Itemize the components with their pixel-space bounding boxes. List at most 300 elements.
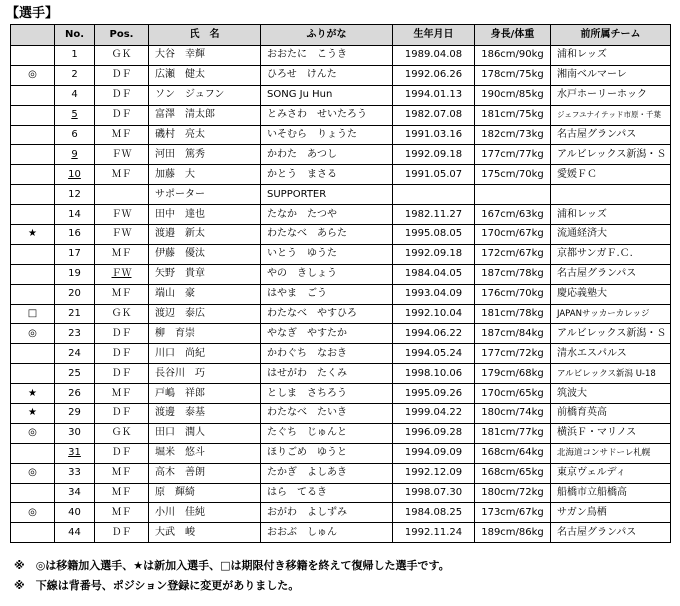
cell-furigana-text: たぐち じゅんと xyxy=(267,427,347,439)
cell-no-text: 24 xyxy=(68,347,81,359)
cell-mark xyxy=(11,423,55,443)
cell-no-text: 10 xyxy=(68,168,81,180)
cell-name xyxy=(149,46,261,66)
cell-size-text: 190cm/85kg xyxy=(481,89,544,101)
cell-furigana xyxy=(261,483,393,503)
cell-pos xyxy=(95,264,149,284)
cell-prev-team-text: アルビレックス新潟・Ｓ xyxy=(557,148,667,160)
cell-size xyxy=(475,384,551,404)
cell-no xyxy=(55,344,95,364)
cell-mark xyxy=(11,125,55,145)
cell-name xyxy=(149,503,261,523)
cell-size-text: 187cm/84kg xyxy=(481,327,544,339)
cell-mark xyxy=(11,244,55,264)
cell-mark xyxy=(11,85,55,105)
cell-furigana-text: とみさわ せいたろう xyxy=(267,109,367,121)
cell-size-text: 187cm/78kg xyxy=(481,268,544,280)
cell-mark xyxy=(11,205,55,225)
cell-prev-team-text: 愛媛ＦＣ xyxy=(557,168,597,180)
cell-no xyxy=(55,304,95,324)
cell-no-text: 9 xyxy=(71,148,78,160)
cell-prev-team xyxy=(551,65,671,85)
cell-pos xyxy=(95,304,149,324)
cell-furigana xyxy=(261,503,393,523)
cell-name xyxy=(149,404,261,424)
cell-birth-text: 1992.09.18 xyxy=(404,248,463,260)
cell-birth xyxy=(393,46,475,66)
cell-size xyxy=(475,105,551,125)
cell-furigana-text: たなか たつや xyxy=(267,208,337,220)
cell-pos xyxy=(95,125,149,145)
cell-pos-text: ＭＦ xyxy=(111,248,132,260)
cell-prev-team xyxy=(551,165,671,185)
table-row xyxy=(11,483,671,503)
cell-no-text: 29 xyxy=(68,407,81,419)
cell-furigana-text: はやま ごう xyxy=(267,288,327,300)
cell-name xyxy=(149,264,261,284)
cell-prev-team-text: 京都サンガＦ.Ｃ. xyxy=(557,248,633,260)
cell-birth-text: 1995.09.26 xyxy=(404,387,463,399)
cell-pos-text: ＦＷ xyxy=(111,268,132,280)
cell-prev-team-text: サガン鳥栖 xyxy=(557,506,607,518)
cell-size xyxy=(475,264,551,284)
cell-prev-team-text: 浦和レッズ xyxy=(557,49,607,61)
cell-name-text: 広瀬 健太 xyxy=(155,69,205,81)
table-row xyxy=(11,344,671,364)
header-furigana: ふりがな xyxy=(261,25,393,46)
cell-name-text: サポーター xyxy=(155,188,205,200)
cell-birth-text: 1982.11.27 xyxy=(404,208,463,220)
cell-no-text: 34 xyxy=(68,487,81,499)
cell-furigana xyxy=(261,443,393,463)
table-row xyxy=(11,443,671,463)
cell-birth xyxy=(393,404,475,424)
cell-prev-team xyxy=(551,463,671,483)
cell-pos xyxy=(95,404,149,424)
cell-no-text: 40 xyxy=(68,506,81,518)
cell-prev-team-text: 横浜Ｆ・マリノス xyxy=(557,427,637,439)
cell-birth xyxy=(393,225,475,245)
cell-no xyxy=(55,284,95,304)
cell-furigana-text: かとう まさる xyxy=(267,168,337,180)
cell-mark xyxy=(11,364,55,384)
cell-name-text: ソン ジュフン xyxy=(155,89,225,101)
cell-name xyxy=(149,105,261,125)
cell-birth-text: 1994.01.13 xyxy=(404,89,463,101)
table-row xyxy=(11,423,671,443)
cell-no xyxy=(55,65,95,85)
table-row xyxy=(11,284,671,304)
cell-birth xyxy=(393,503,475,523)
cell-no xyxy=(55,225,95,245)
cell-birth xyxy=(393,185,475,205)
header-pos: Pos. xyxy=(95,25,149,46)
cell-no xyxy=(55,463,95,483)
cell-furigana xyxy=(261,304,393,324)
cell-prev-team-text: アルビレックス新潟 U-18 xyxy=(557,368,656,379)
cell-name xyxy=(149,205,261,225)
cell-size-text: 175cm/70kg xyxy=(481,168,544,180)
cell-size xyxy=(475,46,551,66)
cell-mark-text: ★ xyxy=(28,387,37,399)
cell-pos xyxy=(95,46,149,66)
cell-furigana-text: わたなべ あらた xyxy=(267,228,347,240)
cell-birth xyxy=(393,364,475,384)
cell-size xyxy=(475,463,551,483)
notes xyxy=(14,556,450,596)
cell-birth xyxy=(393,205,475,225)
cell-birth-text: 1992.12.09 xyxy=(404,467,463,479)
header-mark xyxy=(11,25,55,46)
cell-no-text: 31 xyxy=(68,447,81,459)
cell-no-text: 17 xyxy=(68,248,81,260)
cell-furigana xyxy=(261,384,393,404)
cell-prev-team xyxy=(551,205,671,225)
cell-no-text: 33 xyxy=(68,467,81,479)
cell-mark xyxy=(11,145,55,165)
cell-no xyxy=(55,384,95,404)
cell-mark xyxy=(11,324,55,344)
cell-prev-team xyxy=(551,185,671,205)
cell-mark-text: ◎ xyxy=(28,69,37,81)
cell-size xyxy=(475,443,551,463)
table-row xyxy=(11,523,671,543)
cell-name-text: 富澤 清太郎 xyxy=(155,109,215,121)
cell-pos xyxy=(95,65,149,85)
cell-prev-team xyxy=(551,443,671,463)
cell-prev-team xyxy=(551,344,671,364)
cell-prev-team-text: 清水エスパルス xyxy=(557,347,627,359)
cell-prev-team-text: 名古屋グランパス xyxy=(557,268,637,280)
cell-mark-text: ◎ xyxy=(28,506,37,518)
cell-name xyxy=(149,364,261,384)
cell-birth-text: 1998.07.30 xyxy=(404,487,463,499)
cell-name xyxy=(149,443,261,463)
cell-size xyxy=(475,205,551,225)
cell-name xyxy=(149,65,261,85)
cell-prev-team-text: 慶応義塾大 xyxy=(557,288,607,300)
cell-prev-team xyxy=(551,264,671,284)
cell-pos xyxy=(95,105,149,125)
cell-furigana-text: やの きしょう xyxy=(267,268,337,280)
cell-birth-text: 1998.10.06 xyxy=(404,367,463,379)
cell-pos-text: ＭＦ xyxy=(111,487,132,499)
cell-furigana-text: おおぶ しゅん xyxy=(267,526,337,538)
cell-birth xyxy=(393,165,475,185)
cell-size-text: 167cm/63kg xyxy=(481,208,544,220)
cell-birth xyxy=(393,384,475,404)
cell-name-text: 堀米 悠斗 xyxy=(155,447,205,459)
cell-size xyxy=(475,65,551,85)
cell-name-text: 田口 潤人 xyxy=(155,427,205,439)
table-row xyxy=(11,165,671,185)
cell-prev-team-text: 筑波大 xyxy=(557,387,587,399)
cell-size-text: 176cm/70kg xyxy=(481,288,544,300)
cell-size-text: 178cm/75kg xyxy=(481,69,544,81)
cell-furigana xyxy=(261,463,393,483)
cell-mark xyxy=(11,344,55,364)
cell-no xyxy=(55,145,95,165)
cell-size xyxy=(475,364,551,384)
cell-furigana-text: はせがわ たくみ xyxy=(267,367,347,379)
cell-birth-text: 1982.07.08 xyxy=(404,109,463,121)
cell-no-text: 20 xyxy=(68,288,81,300)
cell-pos xyxy=(95,503,149,523)
cell-no xyxy=(55,105,95,125)
cell-mark xyxy=(11,483,55,503)
cell-birth xyxy=(393,85,475,105)
cell-size-text: 173cm/67kg xyxy=(481,506,544,518)
cell-furigana-text: たかぎ よしあき xyxy=(267,467,347,479)
table-row xyxy=(11,185,671,205)
cell-prev-team-text: 東京ヴェルディ xyxy=(557,467,626,479)
cell-size xyxy=(475,344,551,364)
cell-birth-text: 1994.05.24 xyxy=(404,347,463,359)
cell-size-text: 186cm/90kg xyxy=(481,49,544,61)
cell-pos xyxy=(95,85,149,105)
table-row xyxy=(11,264,671,284)
cell-name xyxy=(149,244,261,264)
cell-name xyxy=(149,284,261,304)
cell-mark xyxy=(11,503,55,523)
cell-size xyxy=(475,85,551,105)
cell-furigana-text: としま さちろう xyxy=(267,387,347,399)
cell-name xyxy=(149,483,261,503)
cell-no-text: 2 xyxy=(71,69,78,81)
cell-mark-text: ◎ xyxy=(28,467,37,479)
cell-furigana-text: わたなべ やすひろ xyxy=(267,308,357,320)
cell-birth-text: 1984.04.05 xyxy=(404,268,463,280)
cell-size-text: 172cm/67kg xyxy=(481,248,544,260)
cell-name xyxy=(149,225,261,245)
cell-name xyxy=(149,384,261,404)
cell-furigana-text: やなぎ やすたか xyxy=(267,327,347,339)
cell-pos-text: ＧＫ xyxy=(111,308,132,320)
cell-prev-team xyxy=(551,284,671,304)
cell-no-text: 5 xyxy=(71,109,78,121)
cell-mark xyxy=(11,185,55,205)
cell-pos xyxy=(95,244,149,264)
cell-furigana-text: SUPPORTER xyxy=(267,188,327,200)
cell-furigana-text: かわた あつし xyxy=(267,148,337,160)
cell-no-text: 12 xyxy=(68,188,81,200)
cell-furigana xyxy=(261,404,393,424)
cell-size xyxy=(475,244,551,264)
cell-furigana-text: わたなべ たいき xyxy=(267,407,347,419)
cell-furigana-text: はら てるき xyxy=(267,487,327,499)
cell-pos-text: ＦＷ xyxy=(111,208,132,220)
cell-size-text: 181cm/78kg xyxy=(481,308,544,320)
cell-size-text: 168cm/64kg xyxy=(481,447,544,459)
cell-birth xyxy=(393,105,475,125)
cell-size-text: 177cm/72kg xyxy=(481,347,544,359)
cell-no-text: 23 xyxy=(68,327,81,339)
cell-no xyxy=(55,205,95,225)
cell-prev-team xyxy=(551,503,671,523)
cell-furigana-text: SONG Ju Hun xyxy=(267,89,333,101)
cell-size-text: 170cm/67kg xyxy=(481,228,544,240)
cell-size xyxy=(475,165,551,185)
cell-no-text: 21 xyxy=(68,308,81,320)
cell-birth-text: 1989.04.08 xyxy=(404,49,463,61)
cell-no-text: 26 xyxy=(68,387,81,399)
cell-no xyxy=(55,324,95,344)
cell-pos xyxy=(95,483,149,503)
cell-prev-team xyxy=(551,244,671,264)
cell-pos xyxy=(95,384,149,404)
cell-birth xyxy=(393,423,475,443)
cell-prev-team xyxy=(551,384,671,404)
cell-no-text: 6 xyxy=(71,129,78,140)
cell-no xyxy=(55,165,95,185)
cell-furigana-text: おがわ よしずみ xyxy=(267,506,347,518)
cell-no-text: 30 xyxy=(68,427,81,439)
cell-furigana xyxy=(261,125,393,145)
cell-pos-text: ＤＦ xyxy=(111,69,132,81)
cell-birth xyxy=(393,463,475,483)
table-row xyxy=(11,145,671,165)
cell-pos xyxy=(95,145,149,165)
table-header-row xyxy=(11,25,671,46)
cell-name xyxy=(149,423,261,443)
cell-birth-text: 1994.09.09 xyxy=(404,447,463,459)
cell-mark xyxy=(11,404,55,424)
cell-pos xyxy=(95,185,149,205)
cell-furigana-text: ほりごめ ゆうと xyxy=(267,447,347,459)
cell-name-text: 高木 善朗 xyxy=(155,467,205,479)
cell-no xyxy=(55,46,95,66)
cell-furigana xyxy=(261,364,393,384)
cell-pos xyxy=(95,284,149,304)
cell-pos-text: ＤＦ xyxy=(111,109,132,121)
cell-mark xyxy=(11,384,55,404)
cell-name xyxy=(149,523,261,543)
cell-birth xyxy=(393,65,475,85)
cell-mark xyxy=(11,523,55,543)
cell-birth-text: 1991.05.07 xyxy=(404,168,463,180)
note-legend: ※ ◎は移籍加入選手、★は新加入選手、□は期限付き移籍を終えて復帰した選手です。 xyxy=(14,559,450,572)
cell-no xyxy=(55,364,95,384)
cell-pos xyxy=(95,165,149,185)
cell-name-text: 川口 尚紀 xyxy=(155,347,205,359)
cell-furigana xyxy=(261,423,393,443)
table-row xyxy=(11,125,671,145)
cell-name-text: 田中 達也 xyxy=(155,208,205,220)
cell-pos-text: ＭＦ xyxy=(111,288,132,300)
cell-size-text: 181cm/77kg xyxy=(481,427,544,439)
cell-name xyxy=(149,304,261,324)
cell-prev-team-text: JAPANサッカーカレッジ xyxy=(557,309,650,320)
cell-mark xyxy=(11,264,55,284)
cell-birth-text: 1992.06.26 xyxy=(404,69,463,81)
cell-pos-text: ＤＦ xyxy=(111,407,132,419)
cell-name-text: 戸嶋 祥郎 xyxy=(155,387,205,399)
cell-prev-team-text: 名古屋グランパス xyxy=(557,129,637,140)
cell-size xyxy=(475,304,551,324)
cell-mark xyxy=(11,225,55,245)
cell-birth-text: 1999.04.22 xyxy=(404,407,463,419)
cell-birth xyxy=(393,523,475,543)
cell-name-text: 柳 育崇 xyxy=(155,327,195,339)
section-title: 【選手】 xyxy=(6,6,59,21)
cell-prev-team xyxy=(551,324,671,344)
cell-name-text: 渡辺 泰広 xyxy=(155,308,205,320)
table-row xyxy=(11,324,671,344)
table-row xyxy=(11,65,671,85)
table-row xyxy=(11,503,671,523)
cell-size-text: 170cm/65kg xyxy=(481,387,544,399)
cell-furigana xyxy=(261,205,393,225)
cell-no xyxy=(55,423,95,443)
header-name: 氏 名 xyxy=(149,25,261,46)
header-prev-team: 前所属チーム xyxy=(551,25,671,46)
cell-no xyxy=(55,503,95,523)
cell-mark-text: □ xyxy=(27,308,38,320)
cell-pos-text: ＭＦ xyxy=(111,506,132,518)
cell-size xyxy=(475,423,551,443)
cell-pos xyxy=(95,205,149,225)
cell-birth xyxy=(393,264,475,284)
cell-size xyxy=(475,225,551,245)
cell-name-text: 矢野 貴章 xyxy=(155,268,205,280)
cell-mark xyxy=(11,165,55,185)
cell-prev-team xyxy=(551,423,671,443)
cell-prev-team xyxy=(551,125,671,145)
cell-birth xyxy=(393,244,475,264)
cell-pos-text: ＤＦ xyxy=(111,447,132,459)
cell-size xyxy=(475,284,551,304)
cell-pos xyxy=(95,423,149,443)
table-row xyxy=(11,46,671,66)
header-birth: 生年月日 xyxy=(393,25,475,46)
cell-birth-text: 1984.08.25 xyxy=(404,506,463,518)
cell-furigana xyxy=(261,344,393,364)
player-roster-table xyxy=(10,24,671,543)
cell-prev-team xyxy=(551,523,671,543)
cell-prev-team-text: 船橋市立船橋高 xyxy=(557,487,627,499)
cell-prev-team xyxy=(551,225,671,245)
cell-size xyxy=(475,185,551,205)
cell-birth-text: 1994.06.22 xyxy=(404,327,463,339)
cell-prev-team-text: 流通経済大 xyxy=(557,228,607,240)
table-row xyxy=(11,364,671,384)
cell-pos xyxy=(95,225,149,245)
cell-furigana xyxy=(261,523,393,543)
cell-birth-text: 1995.08.05 xyxy=(404,228,463,240)
header-no: No. xyxy=(55,25,95,46)
cell-no xyxy=(55,443,95,463)
cell-size xyxy=(475,483,551,503)
cell-no-text: 19 xyxy=(68,268,81,280)
cell-birth-text: 1992.11.24 xyxy=(404,526,463,538)
cell-prev-team-text: 北海道コンサドーレ札幌 xyxy=(557,448,651,459)
cell-birth xyxy=(393,304,475,324)
cell-name xyxy=(149,344,261,364)
cell-prev-team-text: 湘南ベルマーレ xyxy=(557,69,627,81)
cell-size-text: 168cm/65kg xyxy=(481,467,544,479)
cell-name xyxy=(149,85,261,105)
cell-name xyxy=(149,165,261,185)
cell-size xyxy=(475,404,551,424)
cell-name-text: 長谷川 巧 xyxy=(155,367,205,379)
cell-furigana xyxy=(261,264,393,284)
cell-no xyxy=(55,264,95,284)
cell-furigana xyxy=(261,65,393,85)
cell-no-text: 44 xyxy=(68,526,81,538)
cell-name-text: 渡邉 新太 xyxy=(155,228,205,240)
cell-prev-team-text: 名古屋グランパス xyxy=(557,526,637,538)
table-row xyxy=(11,244,671,264)
